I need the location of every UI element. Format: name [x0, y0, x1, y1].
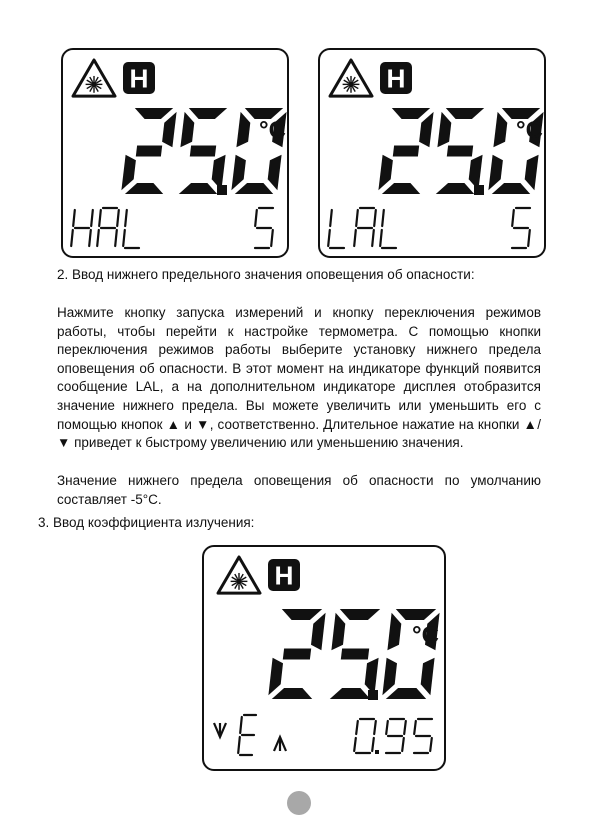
- section2-default-note: Значение нижнего предела оповещения об опасности по умолчанию составляет -5°C.: [57, 473, 541, 507]
- decimal-point: [474, 185, 484, 195]
- page-number-dot: [287, 791, 311, 815]
- emissivity-right-mark-icon: [274, 737, 286, 751]
- hold-h-label: H: [386, 63, 406, 94]
- temp-digit: [330, 609, 380, 699]
- hold-h-icon: [268, 559, 300, 591]
- temp-digit: [121, 108, 176, 194]
- emissivity-left-mark-icon: [214, 723, 226, 737]
- decimal-point: [217, 185, 227, 195]
- laser-warning-icon: [330, 60, 372, 96]
- mode-letter: [71, 210, 93, 246]
- lcd-display-emissivity: [202, 545, 446, 771]
- mode-letter: [380, 210, 396, 248]
- lcd-display-lal: [318, 48, 546, 258]
- temp-digit: [179, 108, 227, 194]
- temperature-unit: °C: [516, 117, 543, 144]
- section2-heading: 2. Ввод нижнего предельного значения оповещения об опасности:: [57, 267, 475, 282]
- temperature-unit: °C: [412, 622, 439, 649]
- value-digit: [255, 208, 273, 248]
- emissivity-value-digit: [386, 719, 406, 753]
- temperature-unit: °C: [259, 117, 286, 144]
- section2-body: Нажмите кнопку запуска измерений и кнопку переключения режимов работы, чтобы перейти к настройке термометра. С помощью кнопки переключения режимов работы выберите установку нижнего предела оповещения об опасности. В этот момент на индикаторе функций появится сообщение LAL, а на дополнительном индикаторе дисплея отобразится значение нижнего предела. Вы можете увеличить или уменьшить его с помощью кнопок ▲ и ▼, соответственно. Длительное нажатие на кнопки ▲/▼ приведет к быстрому увеличению или уменьшению значения.: [57, 305, 541, 451]
- emissivity-value-digit: [354, 719, 376, 753]
- hold-h-icon: [123, 62, 155, 94]
- value-digit: [512, 208, 530, 248]
- lcd-display-emissivity-graphic: [204, 547, 448, 773]
- emissivity-letter: [238, 715, 256, 755]
- mode-letter: [97, 208, 119, 246]
- hold-h-icon: [380, 62, 412, 94]
- lcd-display-lal-graphic: [320, 50, 548, 260]
- hold-h-label: H: [274, 560, 294, 591]
- mode-letter: [328, 210, 344, 248]
- hold-h-label: H: [129, 63, 149, 94]
- mode-letter: [354, 208, 376, 246]
- mode-letter: [123, 210, 139, 248]
- laser-warning-icon: [73, 60, 115, 96]
- lcd-display-hal-graphic: [63, 50, 291, 260]
- lcd-display-hal: [61, 48, 289, 258]
- temp-digit: [436, 108, 484, 194]
- emissivity-value-digit: [414, 719, 432, 753]
- section3-heading: 3. Ввод коэффициента излучения:: [38, 515, 255, 530]
- laser-warning-icon: [218, 557, 260, 593]
- decimal-point: [368, 690, 378, 700]
- temp-digit: [378, 108, 433, 194]
- temp-digit: [268, 609, 325, 699]
- emissivity-decimal-point: [375, 750, 379, 754]
